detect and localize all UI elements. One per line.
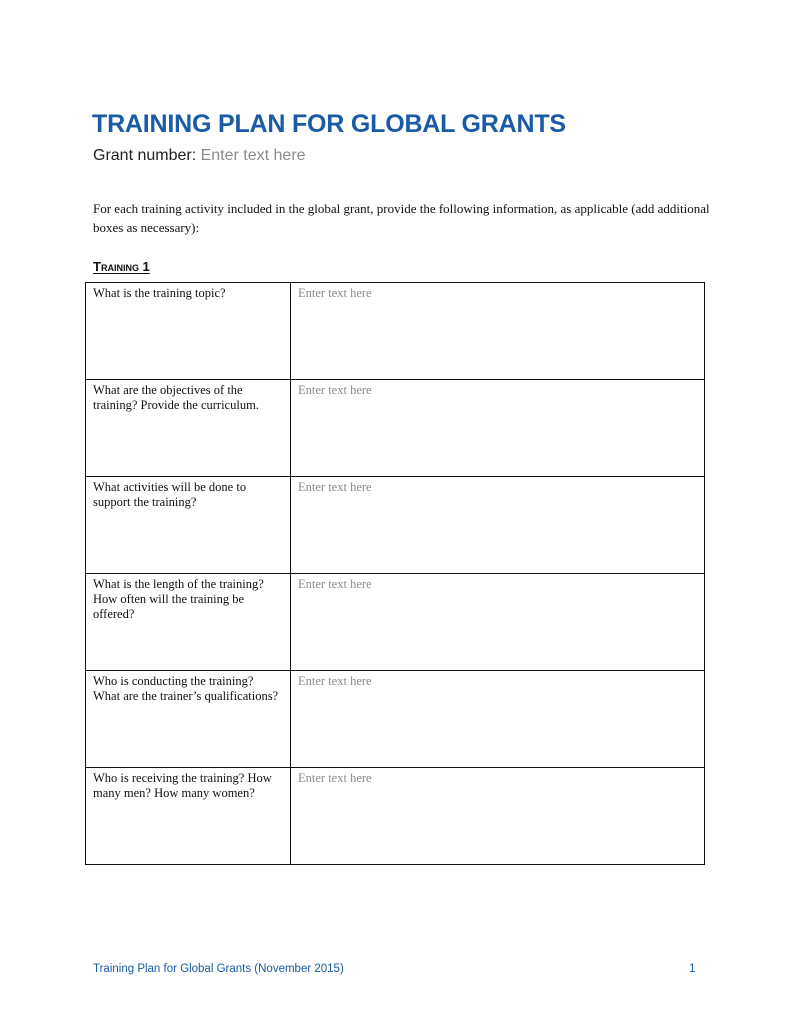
question-cell: What activities will be done to support the training?	[86, 477, 291, 574]
table-row	[86, 671, 705, 768]
section-heading-training-1: Training 1	[93, 259, 150, 274]
grant-number-label: Grant number:	[93, 147, 201, 164]
intro-paragraph: For each training activity included in the global grant, provide the following information, as applicable (add additional boxes as necessary):	[93, 201, 710, 235]
answer-field[interactable]: Enter text here	[291, 574, 705, 671]
answer-field[interactable]: Enter text here	[291, 768, 705, 865]
table-row	[86, 768, 705, 865]
question-cell: Who is receiving the training? How many men? How many women?	[86, 768, 291, 865]
answer-field[interactable]: Enter text here	[291, 283, 705, 380]
grant-number-field[interactable]: Enter text here	[200, 147, 306, 164]
table-row	[86, 477, 705, 574]
answer-field[interactable]: Enter text here	[291, 671, 705, 768]
question-cell: What are the objectives of the training? Provide the curriculum.	[86, 380, 291, 477]
answer-field[interactable]: Enter text here	[291, 477, 705, 574]
question-cell: What is the training topic?	[86, 283, 291, 380]
grant-number-line	[93, 147, 306, 165]
page-title: TRAINING PLAN FOR GLOBAL GRANTS	[92, 110, 566, 138]
question-cell: Who is conducting the training? What are the trainer’s qualifications?	[86, 671, 291, 768]
table-row	[86, 380, 705, 477]
answer-field[interactable]: Enter text here	[291, 380, 705, 477]
table-row	[86, 283, 705, 380]
footer-page-number: 1	[689, 963, 696, 975]
table-row	[86, 574, 705, 671]
training-table	[85, 282, 705, 865]
question-cell: What is the length of the training? How often will the training be offered?	[86, 574, 291, 671]
footer-document-title: Training Plan for Global Grants (November 2015)	[93, 963, 344, 975]
